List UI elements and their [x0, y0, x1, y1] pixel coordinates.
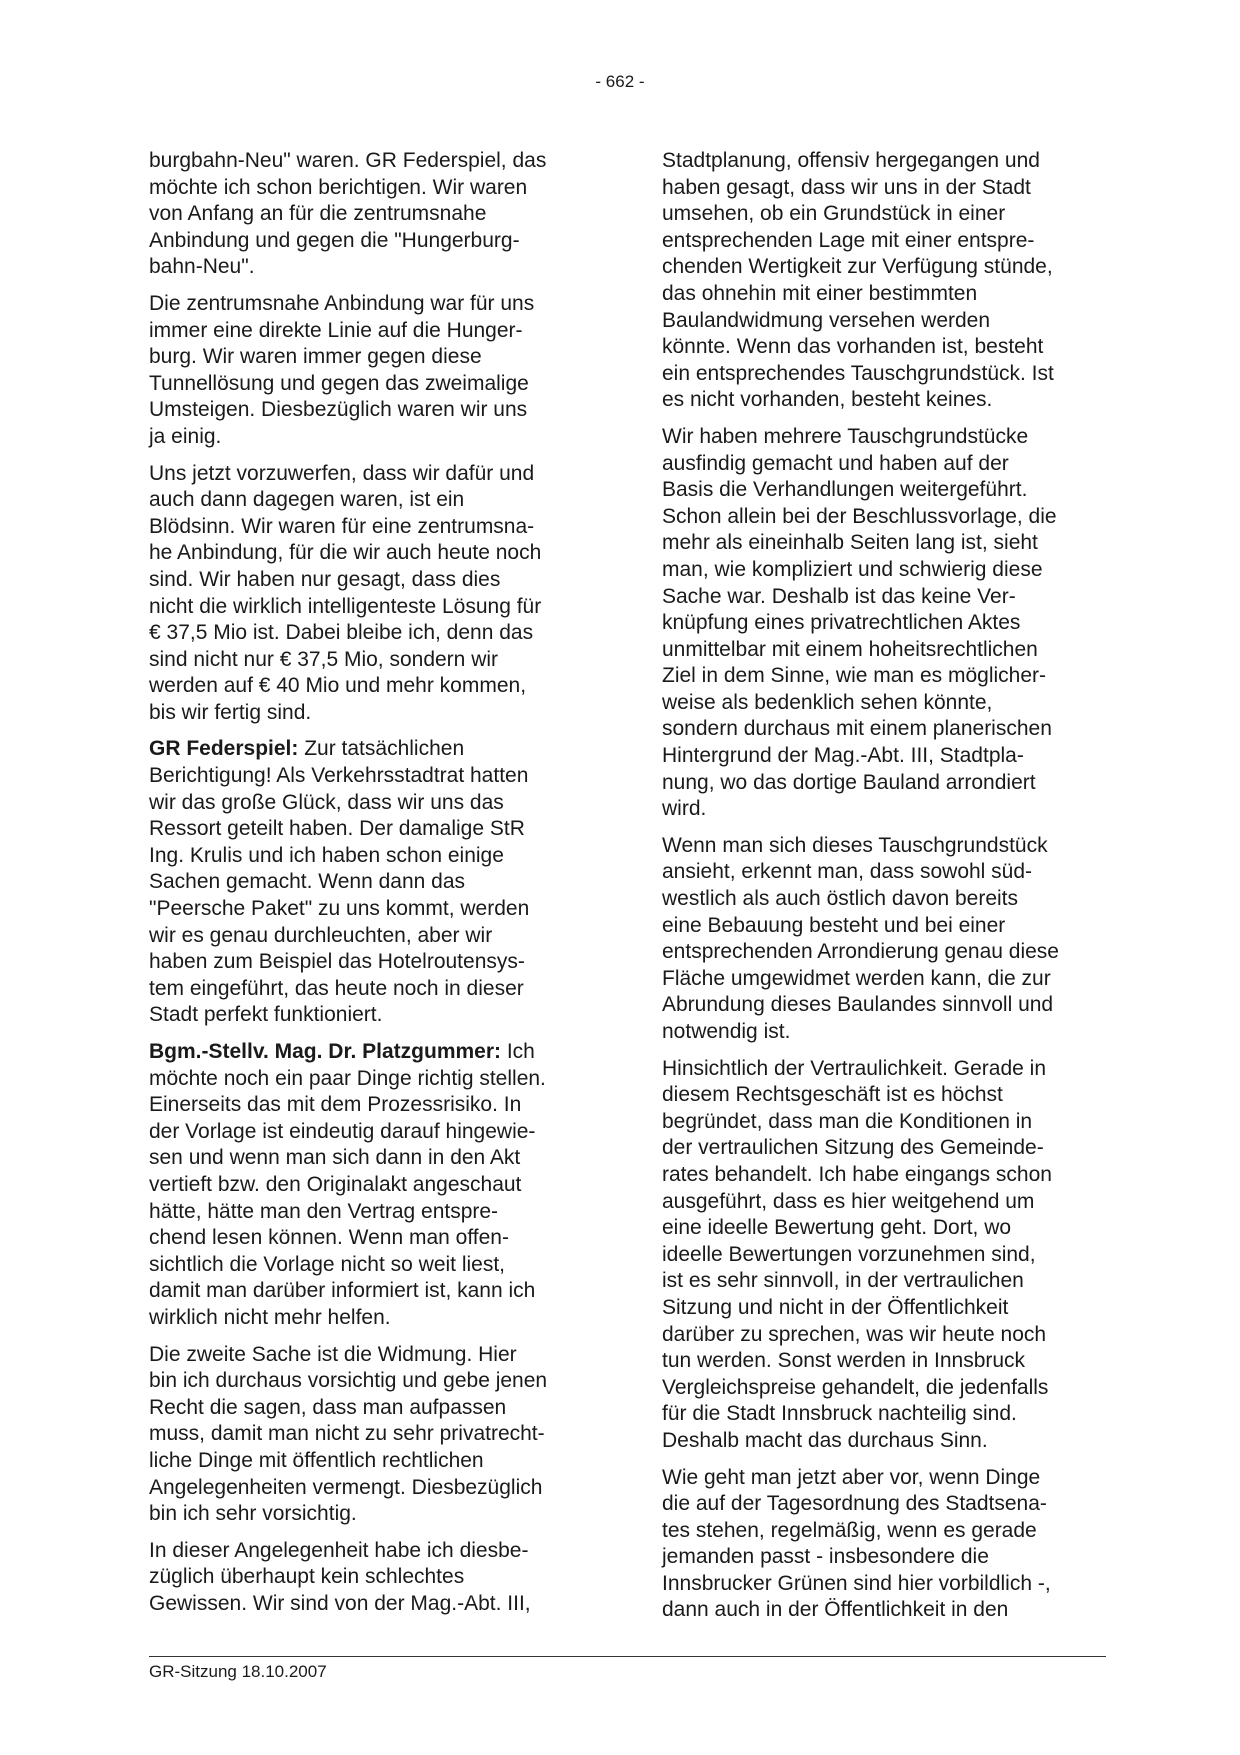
text-line: umsehen, ob ein Grundstück in einer	[662, 202, 1006, 226]
text-line: Wenn man sich dieses Tauschgrundstück	[662, 833, 1048, 857]
text-line: die auf der Tagesordnung des Stadtsena-	[662, 1492, 1047, 1516]
footer-divider	[149, 1656, 1106, 1657]
text-line: chend lesen können. Wenn man offen-	[149, 1226, 509, 1250]
text-line: Die zweite Sache ist die Widmung. Hier	[149, 1342, 517, 1366]
text-line: auch dann dagegen waren, ist ein	[149, 488, 465, 512]
text-line: man, wie kompliziert und schwierig diese	[662, 557, 1043, 581]
text-line: Einerseits das mit dem Prozessrisiko. In	[149, 1093, 522, 1117]
text-line: Zur tatsächlichen	[298, 737, 465, 761]
text-line: Gewissen. Wir sind von der Mag.-Abt. III,	[149, 1591, 531, 1615]
text-line: notwendig ist.	[662, 1020, 791, 1043]
text-line: nung, wo das dortige Bauland arrondiert	[662, 770, 1036, 794]
text-line: Berichtigung! Als Verkehrsstadtrat hatten	[149, 764, 529, 788]
text-line: Wir haben mehrere Tauschgrundstücke	[662, 424, 1029, 448]
text-line: es nicht vorhanden, besteht keines.	[662, 388, 993, 412]
text-line: damit man darüber informiert ist, kann ich	[149, 1279, 536, 1303]
text-line: sind. Wir haben nur gesagt, dass dies	[149, 567, 501, 591]
text-line: könnte. Wenn das vorhanden ist, besteht	[662, 335, 1044, 359]
text-line: begründet, dass man die Konditionen in	[662, 1109, 1033, 1133]
text-line: weise als bedenklich sehen könnte,	[662, 690, 993, 714]
text-line: Abrundung dieses Baulandes sinnvoll und	[662, 993, 1054, 1017]
text-line: Schon allein bei der Beschlussvorlage, die	[662, 504, 1057, 528]
speaker-name: Bgm.-Stellv. Mag. Dr. Platzgummer:	[149, 1040, 502, 1063]
text-line: sondern durchaus mit einem planerischen	[662, 717, 1052, 741]
text-line: eine Bebauung besteht und bei einer	[662, 913, 1006, 937]
text-line: burgbahn-Neu" waren. GR Federspiel, das	[149, 149, 547, 172]
text-line: sind nicht nur € 37,5 Mio, sondern wir	[149, 647, 499, 671]
text-line: Ziel in dem Sinne, wie man es möglicher-	[662, 664, 1046, 688]
paragraph	[149, 1342, 591, 1528]
text-line: wirklich nicht mehr helfen.	[149, 1305, 391, 1329]
text-line: Basis die Verhandlungen weitergeführt.	[662, 478, 1028, 502]
paragraph	[149, 1538, 591, 1618]
text-line: chenden Wertigkeit zur Verfügung stünde,	[662, 255, 1053, 279]
text-line: Hinsichtlich der Vertraulichkeit. Gerade in	[662, 1056, 1047, 1080]
text-line: liche Dinge mit öffentlich rechtlichen	[149, 1448, 484, 1472]
text-line: rates behandelt. Ich habe eingangs schon	[662, 1162, 1052, 1186]
text-line: Vergleichspreise gehandelt, die jedenfalls	[662, 1375, 1049, 1399]
text-line: bahn-Neu".	[149, 255, 255, 279]
text-line: möchte noch ein paar Dinge richtig stellen.	[149, 1066, 546, 1090]
paragraph	[149, 1039, 591, 1332]
text-line: ausgeführt, dass es hier weitgehend um	[662, 1189, 1035, 1213]
text-line: bis wir fertig sind.	[149, 700, 312, 724]
text-line: hätte, hätte man den Vertrag entspre-	[149, 1199, 499, 1223]
paragraph	[662, 1056, 1104, 1455]
page-number: - 662 -	[595, 72, 645, 91]
text-line: jemanden passt - insbesondere die	[662, 1545, 989, 1569]
text-line: ein entsprechendes Tauschgrundstück. Ist	[662, 361, 1054, 385]
text-line: vertieft bzw. den Originalakt angeschaut	[149, 1172, 522, 1196]
text-line: In dieser Angelegenheit habe ich diesbe-	[149, 1538, 529, 1562]
text-line: Ich	[501, 1040, 535, 1063]
text-line: der vertraulichen Sitzung des Gemeinde-	[662, 1136, 1044, 1160]
text-line: Baulandwidmung versehen werden	[662, 308, 991, 332]
footer-session-date: GR-Sitzung 18.10.2007	[149, 1662, 327, 1681]
text-line: ausfindig gemacht und haben auf der	[662, 451, 1009, 475]
text-line: für die Stadt Innsbruck nachteilig sind.	[662, 1402, 1017, 1426]
text-line: burg. Wir waren immer gegen diese	[149, 345, 482, 369]
text-line: Die zentrumsnahe Anbindung war für uns	[149, 291, 535, 315]
text-line: Tunnellösung und gegen das zweimalige	[149, 371, 529, 395]
paragraph	[662, 424, 1104, 823]
text-line: haben zum Beispiel das Hotelroutensys-	[149, 950, 525, 974]
paragraph	[662, 1465, 1104, 1625]
text-line: ja einig.	[149, 424, 222, 448]
text-line: tes stehen, regelmäßig, wenn es gerade	[662, 1518, 1037, 1542]
speaker-name: GR Federspiel:	[149, 737, 299, 761]
text-line: werden auf € 40 Mio und mehr kommen,	[149, 674, 527, 698]
text-line: Angelegenheiten vermengt. Diesbezüglich	[149, 1475, 543, 1499]
text-line: eine ideelle Bewertung geht. Dort, wo	[662, 1216, 1012, 1240]
text-line: von Anfang an für die zentrumsnahe	[149, 202, 487, 226]
paragraph	[662, 833, 1104, 1046]
text-line: ist es sehr sinnvoll, in der vertraulichen	[662, 1269, 1024, 1293]
text-line: Uns jetzt vorzuwerfen, dass wir dafür und	[149, 461, 535, 485]
text-line: ansieht, erkennt man, dass sowohl süd-	[662, 860, 1033, 884]
text-line: Umsteigen. Diesbezüglich waren wir uns	[149, 398, 528, 422]
text-line: der Vorlage ist eindeutig darauf hingewie-	[149, 1119, 536, 1143]
text-line: Stadt perfekt funktioniert.	[149, 1003, 383, 1027]
right-column	[662, 148, 1104, 1634]
paragraph	[149, 291, 591, 451]
text-line: diesem Rechtsgeschäft ist es höchst	[662, 1083, 1003, 1107]
text-line: Deshalb macht das durchaus Sinn.	[662, 1428, 988, 1452]
text-line: das ohnehin mit einer bestimmten	[662, 281, 978, 305]
text-line: darüber zu sprechen, was wir heute noch	[662, 1322, 1047, 1346]
text-line: tem eingeführt, das heute noch in dieser	[149, 976, 524, 1000]
text-line: Stadtplanung, offensiv hergegangen und	[662, 149, 1040, 172]
text-line: entsprechenden Arrondierung genau diese	[662, 940, 1059, 964]
text-line: sen und wenn man sich dann in den Akt	[149, 1146, 521, 1170]
text-line: he Anbindung, für die wir auch heute noch	[149, 541, 542, 565]
text-line: bin ich durchaus vorsichtig und gebe jenen	[149, 1369, 548, 1393]
text-line: wir das große Glück, dass wir uns das	[149, 790, 504, 814]
text-line: dann auch in der Öffentlichkeit in den	[662, 1598, 1009, 1622]
text-line: muss, damit man nicht zu sehr privatrecht-	[149, 1422, 545, 1446]
text-line: Wie geht man jetzt aber vor, wenn Dinge	[662, 1465, 1041, 1489]
text-line: bin ich sehr vorsichtig.	[149, 1502, 357, 1526]
text-line: sichtlich die Vorlage nicht so weit liest,	[149, 1252, 506, 1276]
paragraph	[149, 148, 591, 281]
text-line: Sache war. Deshalb ist das keine Ver-	[662, 584, 1016, 608]
paragraph	[149, 736, 591, 1029]
text-line: tun werden. Sonst werden in Innsbruck	[662, 1349, 1026, 1373]
text-line: Ressort geteilt haben. Der damalige StR	[149, 817, 525, 841]
text-line: züglich überhaupt kein schlechtes	[149, 1565, 465, 1589]
text-line: Hintergrund der Mag.-Abt. III, Stadtpla-	[662, 744, 1024, 768]
text-line: Sachen gemacht. Wenn dann das	[149, 870, 465, 894]
text-line: möchte ich schon berichtigen. Wir waren	[149, 175, 528, 199]
text-line: "Peersche Paket" zu uns kommt, werden	[149, 897, 530, 921]
paragraph	[149, 461, 591, 727]
text-line: nicht die wirklich intelligenteste Lösung für	[149, 594, 542, 618]
text-line: westlich als auch östlich davon bereits	[662, 887, 1019, 911]
text-line: Blödsinn. Wir waren für eine zentrumsna-	[149, 514, 535, 538]
left-column	[149, 148, 591, 1627]
text-line: Recht die sagen, dass man aufpassen	[149, 1395, 507, 1419]
text-line: Anbindung und gegen die "Hungerburg-	[149, 228, 520, 252]
text-line: € 37,5 Mio ist. Dabei bleibe ich, denn das	[149, 621, 534, 645]
text-line: Innsbrucker Grünen sind hier vorbildlich -,	[662, 1571, 1051, 1595]
text-line: knüpfung eines privatrechtlichen Aktes	[662, 611, 1021, 635]
paragraph	[662, 148, 1104, 414]
text-line: unmittelbar mit einem hoheitsrechtlichen	[662, 637, 1038, 661]
text-line: Fläche umgewidmet werden kann, die zur	[662, 966, 1051, 990]
text-line: Ing. Krulis und ich haben schon einige	[149, 843, 504, 867]
text-line: Sitzung und nicht in der Öffentlichkeit	[662, 1295, 1009, 1319]
text-line: ideelle Bewertungen vorzunehmen sind,	[662, 1242, 1036, 1266]
text-line: haben gesagt, dass wir uns in der Stadt	[662, 175, 1031, 199]
text-line: wird.	[662, 797, 707, 821]
text-line: mehr als eineinhalb Seiten lang ist, sieht	[662, 531, 1038, 555]
text-line: wir es genau durchleuchten, aber wir	[149, 923, 493, 947]
text-line: immer eine direkte Linie auf die Hunger-	[149, 318, 523, 342]
text-line: entsprechenden Lage mit einer entspre-	[662, 228, 1035, 252]
